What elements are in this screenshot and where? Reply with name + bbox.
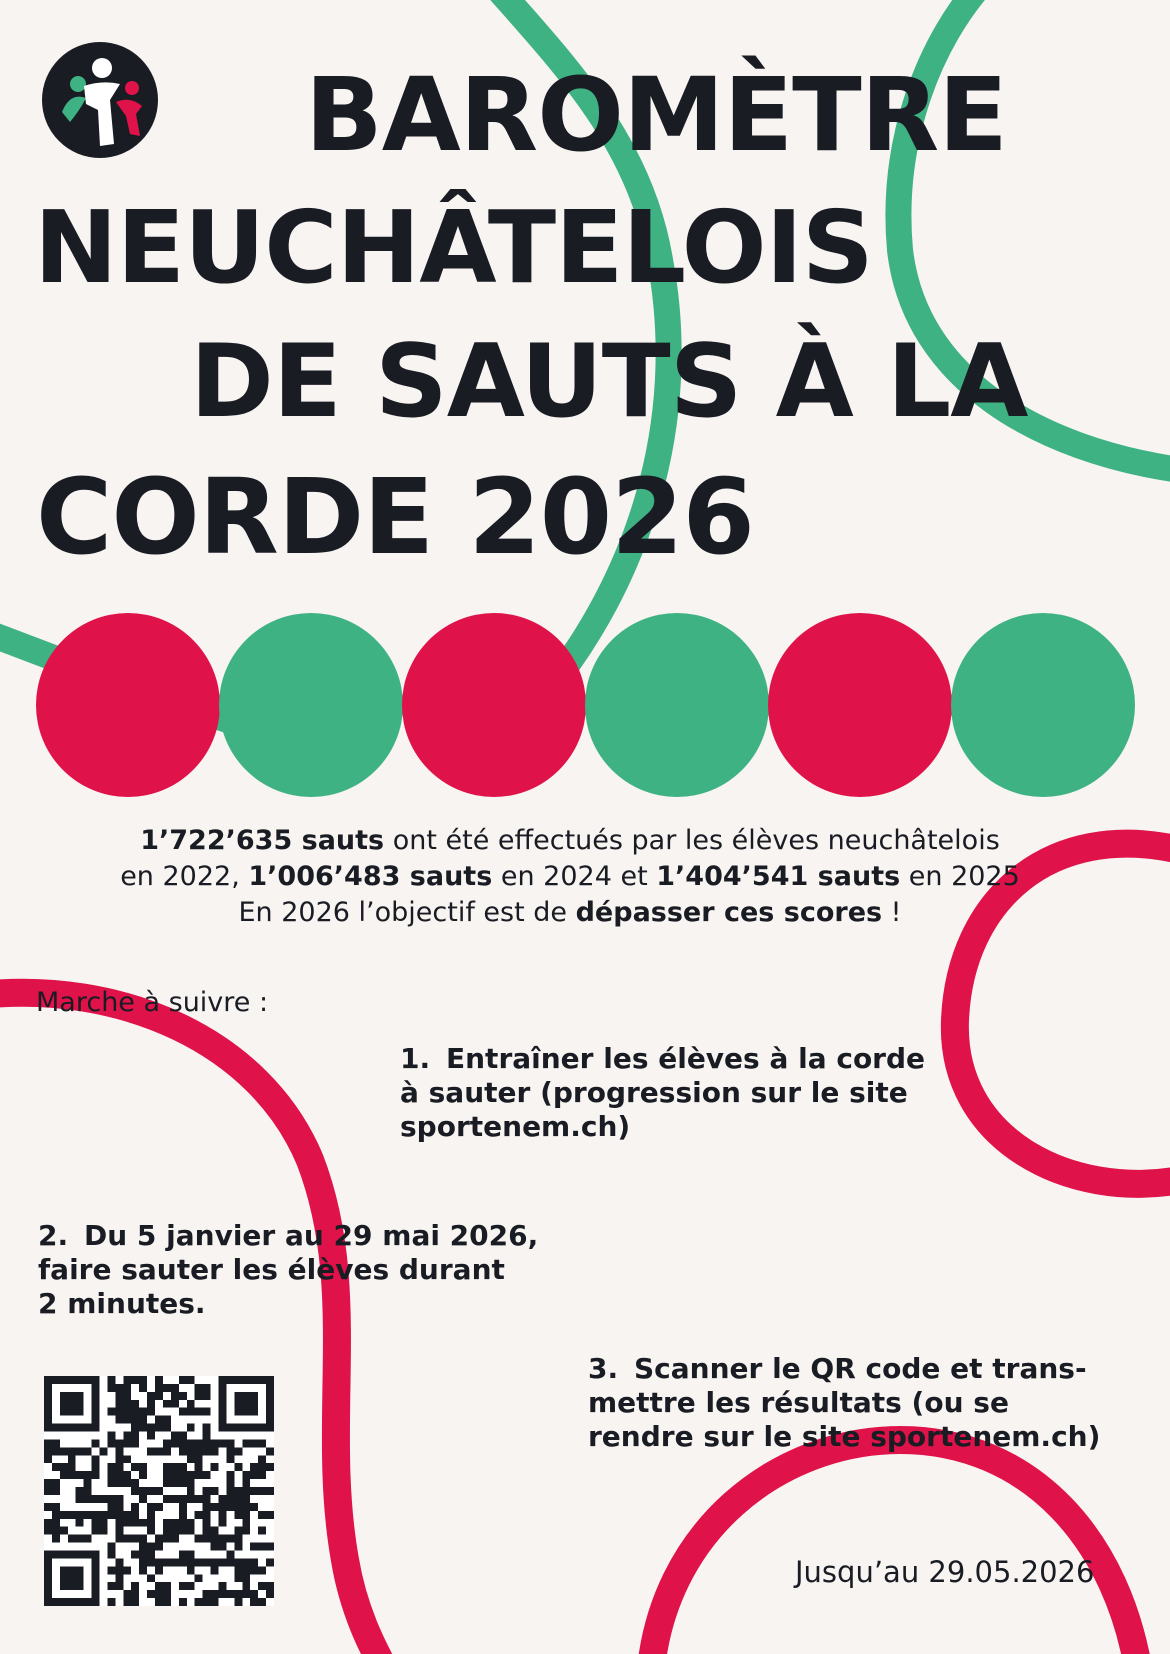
title-line-1: BAROMÈTRE xyxy=(305,56,1007,175)
intro-text: en 2024 et xyxy=(492,861,657,892)
jumps-2024: 1’006’483 sauts xyxy=(248,861,493,892)
intro-text: ont été effectués par les élèves neuchâtelois xyxy=(384,825,1000,856)
step-3 xyxy=(588,1352,1148,1454)
step-number: 3. xyxy=(588,1352,619,1385)
step-text: sportenem.ch) xyxy=(400,1110,631,1143)
circle-red-2 xyxy=(402,613,586,797)
step-text: à sauter (progression sur le site xyxy=(400,1076,908,1109)
title-line-2: NEUCHÂTELOIS xyxy=(34,189,873,306)
step-text: mettre les résultats (ou se xyxy=(588,1386,1009,1419)
goal-emphasis: dépasser ces scores xyxy=(575,897,883,928)
intro-text: en 2025 xyxy=(900,861,1020,892)
circle-red-1 xyxy=(36,613,220,797)
intro-line-1 xyxy=(40,823,1100,859)
title-line-4: CORDE 2026 xyxy=(36,456,754,578)
circle-green-3 xyxy=(951,613,1135,797)
qr-code-icon[interactable] xyxy=(44,1376,274,1606)
circle-green-2 xyxy=(585,613,769,797)
instructions-heading: Marche à suivre : xyxy=(36,987,269,1018)
title-line-3: DE SAUTS À LA xyxy=(190,322,1028,440)
jumps-2025: 1’404’541 sauts xyxy=(656,861,901,892)
step-text: Du 5 janvier au 29 mai 2026, xyxy=(84,1219,539,1252)
intro-text: ! xyxy=(882,897,902,928)
step-number: 1. xyxy=(400,1042,431,1075)
red-rope-curve-3 xyxy=(650,1440,1140,1654)
intro-text: En 2026 l’objectif est de xyxy=(238,897,576,928)
decorative-circles-row xyxy=(36,610,1140,800)
step-text: 2 minutes. xyxy=(38,1287,206,1320)
step-2 xyxy=(38,1219,598,1321)
step-text: rendre sur le site sportenem.ch) xyxy=(588,1420,1101,1453)
circle-red-3 xyxy=(768,613,952,797)
deadline-text: Jusqu’au 29.05.2026 xyxy=(795,1555,1095,1589)
intro-line-2 xyxy=(40,859,1100,895)
intro-text: en 2022, xyxy=(120,861,249,892)
step-text: Entraîner les élèves à la corde xyxy=(446,1042,926,1075)
jumps-2022: 1’722’635 sauts xyxy=(140,825,385,856)
step-text: faire sauter les élèves durant xyxy=(38,1253,505,1286)
sport-figures-logo-icon xyxy=(40,40,160,160)
step-number: 2. xyxy=(38,1219,69,1252)
intro-paragraph xyxy=(40,823,1100,931)
intro-line-3 xyxy=(40,895,1100,931)
step-text: Scanner le QR code et trans- xyxy=(634,1352,1087,1385)
circle-green-1 xyxy=(219,613,403,797)
step-1 xyxy=(400,1042,960,1144)
